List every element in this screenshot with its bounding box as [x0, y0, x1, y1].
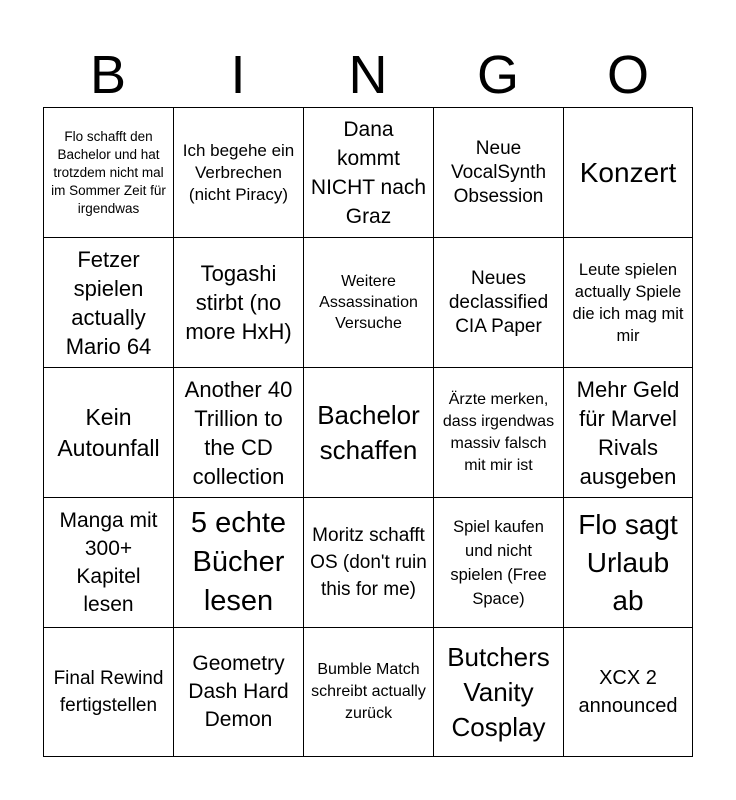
cell-text: Bumble Match schreibt actually zurück: [311, 661, 426, 722]
bingo-cell[interactable]: [304, 238, 434, 368]
cell-text: 5 echte Bücher lesen: [190, 507, 287, 617]
bingo-cell[interactable]: [304, 108, 434, 238]
header-letter-n: N: [348, 45, 388, 105]
cell-text: Moritz schafft OS (don't ruin this for me): [310, 525, 427, 600]
cell-text: Neue VocalSynth Obsession: [450, 137, 547, 207]
bingo-cell[interactable]: [174, 368, 304, 498]
bingo-cell[interactable]: [304, 498, 434, 628]
cell-text: Flo sagt Urlaub ab: [578, 508, 678, 616]
bingo-cell[interactable]: [174, 108, 304, 238]
bingo-cell[interactable]: [174, 628, 304, 757]
bingo-cell[interactable]: [44, 498, 174, 628]
cell-text: Geometry Dash Hard Demon: [188, 652, 289, 731]
bingo-cell[interactable]: [434, 498, 564, 628]
header-letter-i: I: [230, 45, 246, 105]
cell-text: Dana kommt NICHT nach Graz: [310, 117, 427, 228]
header-letter-g: G: [476, 45, 519, 105]
cell-text: Neues declassified CIA Paper: [448, 267, 549, 337]
cell-text: Flo schafft den Bachelor und hat trotzdem nicht mal im Sommer Zeit für irgendwas: [51, 128, 166, 216]
bingo-cell[interactable]: [174, 238, 304, 368]
header-letter-b: B: [89, 45, 127, 105]
cell-text: Butchers Vanity Cosplay: [447, 641, 550, 742]
cell-text: Another 40 Trillion to the CD collection: [184, 376, 293, 489]
bingo-cell[interactable]: [434, 628, 564, 757]
bingo-cell[interactable]: [44, 368, 174, 498]
cell-text: Togashi stirbt (no more HxH): [185, 261, 292, 344]
bingo-cell[interactable]: [564, 238, 693, 368]
bingo-cell[interactable]: [44, 238, 174, 368]
bingo-cell[interactable]: [304, 368, 434, 498]
bingo-cell[interactable]: [304, 628, 434, 757]
bingo-cell[interactable]: [434, 238, 564, 368]
bingo-cell[interactable]: [564, 108, 693, 238]
cell-text: Konzert: [579, 156, 677, 188]
bingo-cell[interactable]: [564, 498, 693, 628]
bingo-cell[interactable]: [564, 628, 693, 757]
cell-text: Spiel kaufen und nicht spielen (Free Space): [450, 517, 547, 608]
cell-text: XCX 2 announced: [578, 667, 678, 717]
cell-text: Manga mit 300+ Kapitel lesen: [59, 508, 158, 616]
bingo-cell[interactable]: [44, 108, 174, 238]
cell-text: Bachelor schaffen: [317, 399, 420, 465]
header-letter-o: O: [606, 45, 649, 105]
bingo-cell[interactable]: [174, 498, 304, 628]
cell-text: Mehr Geld für Marvel Rivals ausgeben: [576, 376, 680, 489]
cell-text: Ich begehe ein Verbrechen (nicht Piracy): [182, 140, 295, 204]
cell-text: Weitere Assassination Versuche: [319, 273, 418, 332]
bingo-header: [43, 42, 693, 108]
cell-text: Leute spielen actually Spiele die ich mag mit mir: [572, 260, 684, 345]
cell-text: Final Rewind fertigstellen: [53, 668, 164, 716]
bingo-cell[interactable]: [564, 368, 693, 498]
cell-text: Ärzte merken, dass irgendwas massiv falsch mit mir ist: [442, 390, 555, 474]
bingo-cell[interactable]: [434, 368, 564, 498]
cell-text: Kein Autounfall: [57, 403, 160, 461]
bingo-cell[interactable]: [434, 108, 564, 238]
bingo-board: [43, 107, 693, 757]
cell-text: Fetzer spielen actually Mario 64: [65, 246, 152, 359]
bingo-cell[interactable]: [44, 628, 174, 757]
